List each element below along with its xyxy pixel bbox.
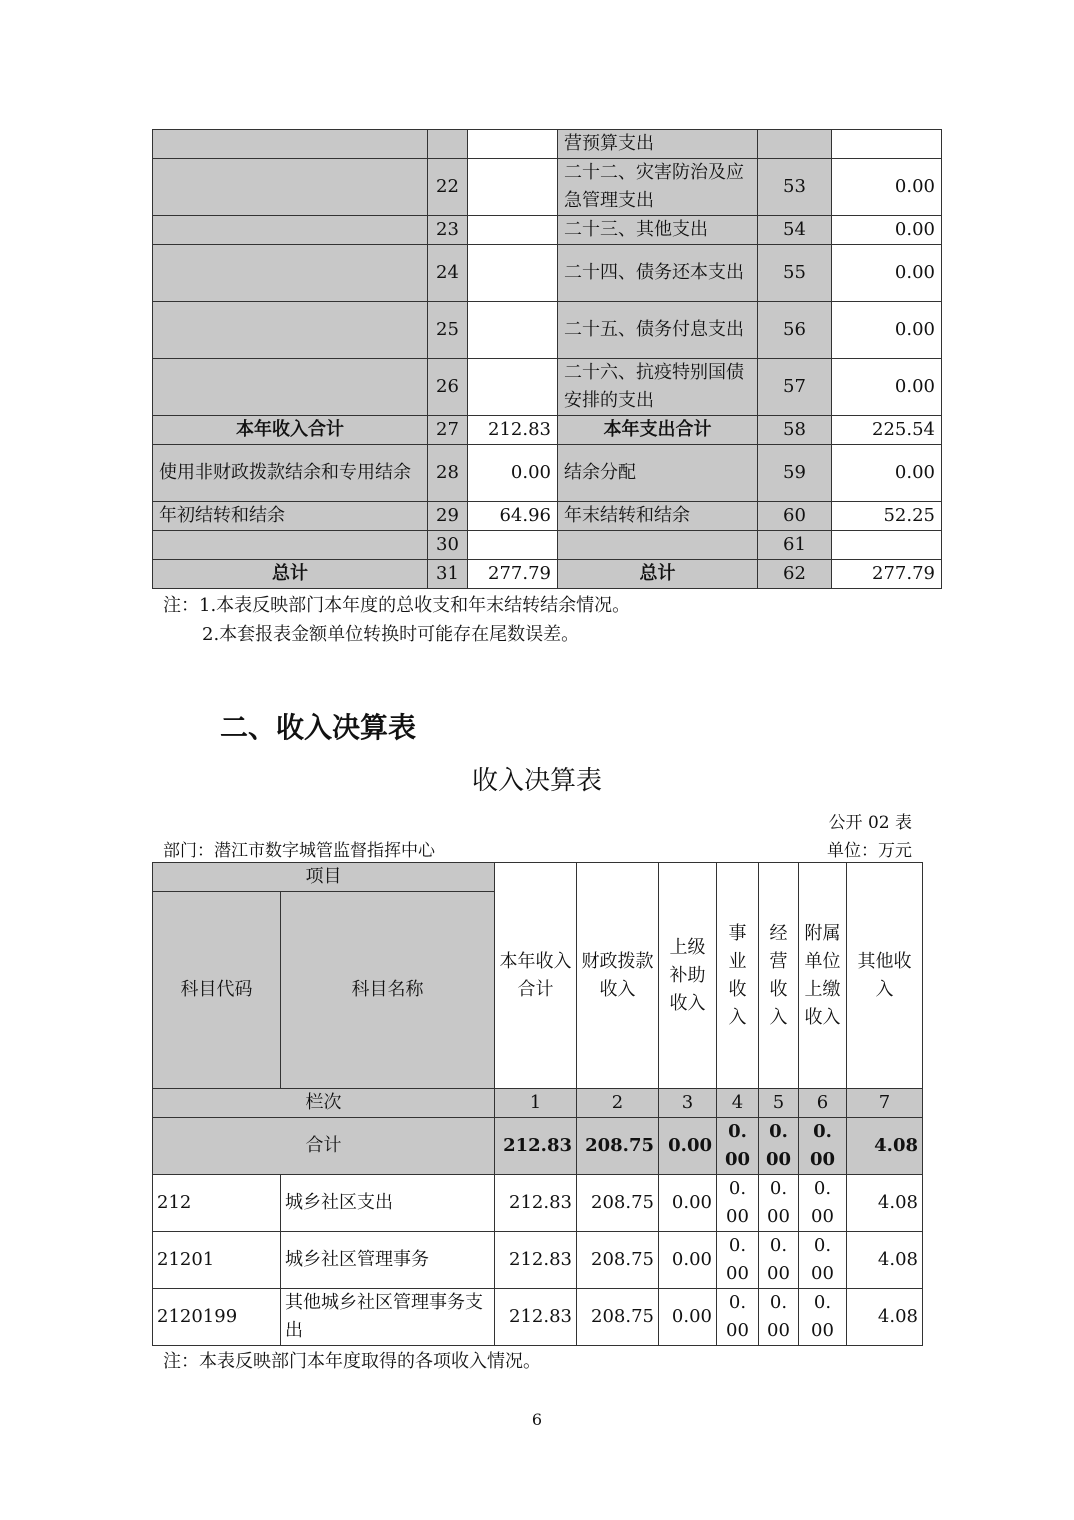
income-total-label: 本年收入合计: [153, 416, 428, 445]
column-number: 5: [759, 1089, 799, 1118]
income-item: 使用非财政拨款结余和专用结余: [153, 445, 428, 502]
column-number: 1: [495, 1089, 577, 1118]
expense-line-no: 58: [758, 416, 832, 445]
header-operating-income: 经营收入: [759, 863, 799, 1089]
income-amount: [468, 245, 558, 302]
table-row: [153, 416, 942, 445]
income-amount: [468, 159, 558, 216]
header-other-income: 其他收入: [847, 863, 923, 1089]
column-number: 2: [577, 1089, 659, 1118]
subject-code: 2120199: [153, 1289, 281, 1346]
income-amount: [468, 302, 558, 359]
expense-line-no: [758, 130, 832, 159]
expense-amount: [832, 531, 942, 560]
income-item: [153, 302, 428, 359]
value-cell: 0. 00: [759, 1289, 799, 1346]
income-line-no: 23: [428, 216, 468, 245]
expense-amount: 0.00: [832, 445, 942, 502]
page-number: 6: [531, 1410, 543, 1429]
income-table: [152, 862, 923, 1346]
value-cell: 0. 00: [759, 1175, 799, 1232]
grand-total-label: 总计: [153, 560, 428, 589]
value-cell: 208.75: [577, 1289, 659, 1346]
income-line-no: 31: [428, 560, 468, 589]
expense-line-no: 61: [758, 531, 832, 560]
expense-item: 二十五、债务付息支出: [558, 302, 758, 359]
column-number: 6: [799, 1089, 847, 1118]
header-subject-name: 科目名称: [281, 892, 495, 1089]
income-item: [153, 359, 428, 416]
expense-item: 二十三、其他支出: [558, 216, 758, 245]
table-row: [153, 1289, 923, 1346]
expense-item: 营预算支出: [558, 130, 758, 159]
income-line-no: 26: [428, 359, 468, 416]
table-row: [153, 245, 942, 302]
value-cell: 0.00: [659, 1232, 717, 1289]
income-item: [153, 159, 428, 216]
value-cell: 0.00: [659, 1289, 717, 1346]
value-cell: 0.00: [659, 1175, 717, 1232]
total-value: 0. 00: [759, 1118, 799, 1175]
header-fiscal-income: 财政拨款收入: [577, 863, 659, 1089]
income-amount: 212.83: [468, 416, 558, 445]
table-row: [153, 130, 942, 159]
income-amount: [468, 531, 558, 560]
value-cell: 0. 00: [799, 1175, 847, 1232]
table-row: [153, 531, 942, 560]
income-line-no: 30: [428, 531, 468, 560]
total-value: 0. 00: [717, 1118, 759, 1175]
table-row: [153, 302, 942, 359]
expense-amount: 0.00: [832, 359, 942, 416]
value-cell: 212.83: [495, 1232, 577, 1289]
table-title: 收入决算表: [471, 766, 602, 796]
header-superior-subsidy: 上级补助收入: [659, 863, 717, 1089]
value-cell: 0. 00: [759, 1232, 799, 1289]
income-line-no: 28: [428, 445, 468, 502]
value-cell: 0. 00: [799, 1232, 847, 1289]
column-number: 3: [659, 1089, 717, 1118]
expense-total-label: 本年支出合计: [558, 416, 758, 445]
header-subject-code: 科目代码: [153, 892, 281, 1089]
expense-item: 二十四、债务还本支出: [558, 245, 758, 302]
expense-line-no: 55: [758, 245, 832, 302]
value-cell: 4.08: [847, 1289, 923, 1346]
table-row: [153, 1232, 923, 1289]
expense-line-no: 59: [758, 445, 832, 502]
income-amount: 277.79: [468, 560, 558, 589]
income-item: 年初结转和结余: [153, 502, 428, 531]
table-row: [153, 502, 942, 531]
income-item: [153, 130, 428, 159]
table2-note: 注：本表反映部门本年度取得的各项收入情况。: [163, 1351, 541, 1372]
income-line-no: 24: [428, 245, 468, 302]
expense-amount: 52.25: [832, 502, 942, 531]
header-project: 项目: [153, 863, 495, 892]
section-title: 二、收入决算表: [220, 711, 417, 744]
total-value: 0. 00: [799, 1118, 847, 1175]
form-number: 公开 02 表: [828, 813, 912, 833]
income-item: [153, 531, 428, 560]
subject-name: 城乡社区管理事务: [281, 1232, 495, 1289]
expense-amount: 0.00: [832, 302, 942, 359]
table-row: [153, 560, 942, 589]
value-cell: 0. 00: [799, 1289, 847, 1346]
income-amount: [468, 359, 558, 416]
income-line-no: 25: [428, 302, 468, 359]
subject-name: 其他城乡社区管理事务支出: [281, 1289, 495, 1346]
value-cell: 212.83: [495, 1175, 577, 1232]
table-row: [153, 445, 942, 502]
expense-amount: 0.00: [832, 245, 942, 302]
total-value: 212.83: [495, 1118, 577, 1175]
expense-line-no: 54: [758, 216, 832, 245]
summary-table: [152, 129, 942, 589]
expense-item: 二十二、灾害防治及应急管理支出: [558, 159, 758, 216]
income-amount: [468, 130, 558, 159]
expense-item: 二十六、抗疫特别国债安排的支出: [558, 359, 758, 416]
grand-total-label: 总计: [558, 560, 758, 589]
expense-amount: 0.00: [832, 159, 942, 216]
income-line-no: 29: [428, 502, 468, 531]
value-cell: 208.75: [577, 1175, 659, 1232]
expense-amount: 225.54: [832, 416, 942, 445]
income-line-no: 27: [428, 416, 468, 445]
income-line-no: 22: [428, 159, 468, 216]
total-value: 0.00: [659, 1118, 717, 1175]
total-value: 4.08: [847, 1118, 923, 1175]
value-cell: 208.75: [577, 1232, 659, 1289]
value-cell: 212.83: [495, 1289, 577, 1346]
subject-code: 212: [153, 1175, 281, 1232]
expense-line-no: 62: [758, 560, 832, 589]
income-item: [153, 245, 428, 302]
department-label: 部门：潜江市数字城管监督指挥中心: [163, 841, 435, 861]
header-affiliate-income: 附属单位上缴收入: [799, 863, 847, 1089]
column-number-label: 栏次: [153, 1089, 495, 1118]
expense-amount: 0.00: [832, 216, 942, 245]
expense-line-no: 53: [758, 159, 832, 216]
income-amount: 0.00: [468, 445, 558, 502]
column-number: 4: [717, 1089, 759, 1118]
table-row: [153, 1175, 923, 1232]
subject-code: 21201: [153, 1232, 281, 1289]
value-cell: 0. 00: [717, 1289, 759, 1346]
expense-amount: [832, 130, 942, 159]
value-cell: 0. 00: [717, 1232, 759, 1289]
table-row: [153, 1089, 923, 1118]
expense-item: [558, 531, 758, 560]
expense-item: 结余分配: [558, 445, 758, 502]
subject-name: 城乡社区支出: [281, 1175, 495, 1232]
unit-label: 单位：万元: [827, 841, 912, 861]
value-cell: 4.08: [847, 1232, 923, 1289]
table-row: [153, 1118, 923, 1175]
income-item: [153, 216, 428, 245]
total-label: 合计: [153, 1118, 495, 1175]
header-business-income: 事业收入: [717, 863, 759, 1089]
income-amount: 64.96: [468, 502, 558, 531]
table-row: [153, 216, 942, 245]
expense-line-no: 60: [758, 502, 832, 531]
total-value: 208.75: [577, 1118, 659, 1175]
table1-note-2: 2.本套报表金额单位转换时可能存在尾数误差。: [202, 624, 580, 645]
header-total-income: 本年收入合计: [495, 863, 577, 1089]
table-row: [153, 359, 942, 416]
expense-amount: 277.79: [832, 560, 942, 589]
expense-item: 年末结转和结余: [558, 502, 758, 531]
value-cell: 0. 00: [717, 1175, 759, 1232]
income-line-no: [428, 130, 468, 159]
expense-line-no: 57: [758, 359, 832, 416]
table-row: [153, 159, 942, 216]
expense-line-no: 56: [758, 302, 832, 359]
table1-note-1: 注：1.本表反映部门本年度的总收支和年末结转结余情况。: [163, 595, 631, 616]
column-number: 7: [847, 1089, 923, 1118]
income-amount: [468, 216, 558, 245]
value-cell: 4.08: [847, 1175, 923, 1232]
